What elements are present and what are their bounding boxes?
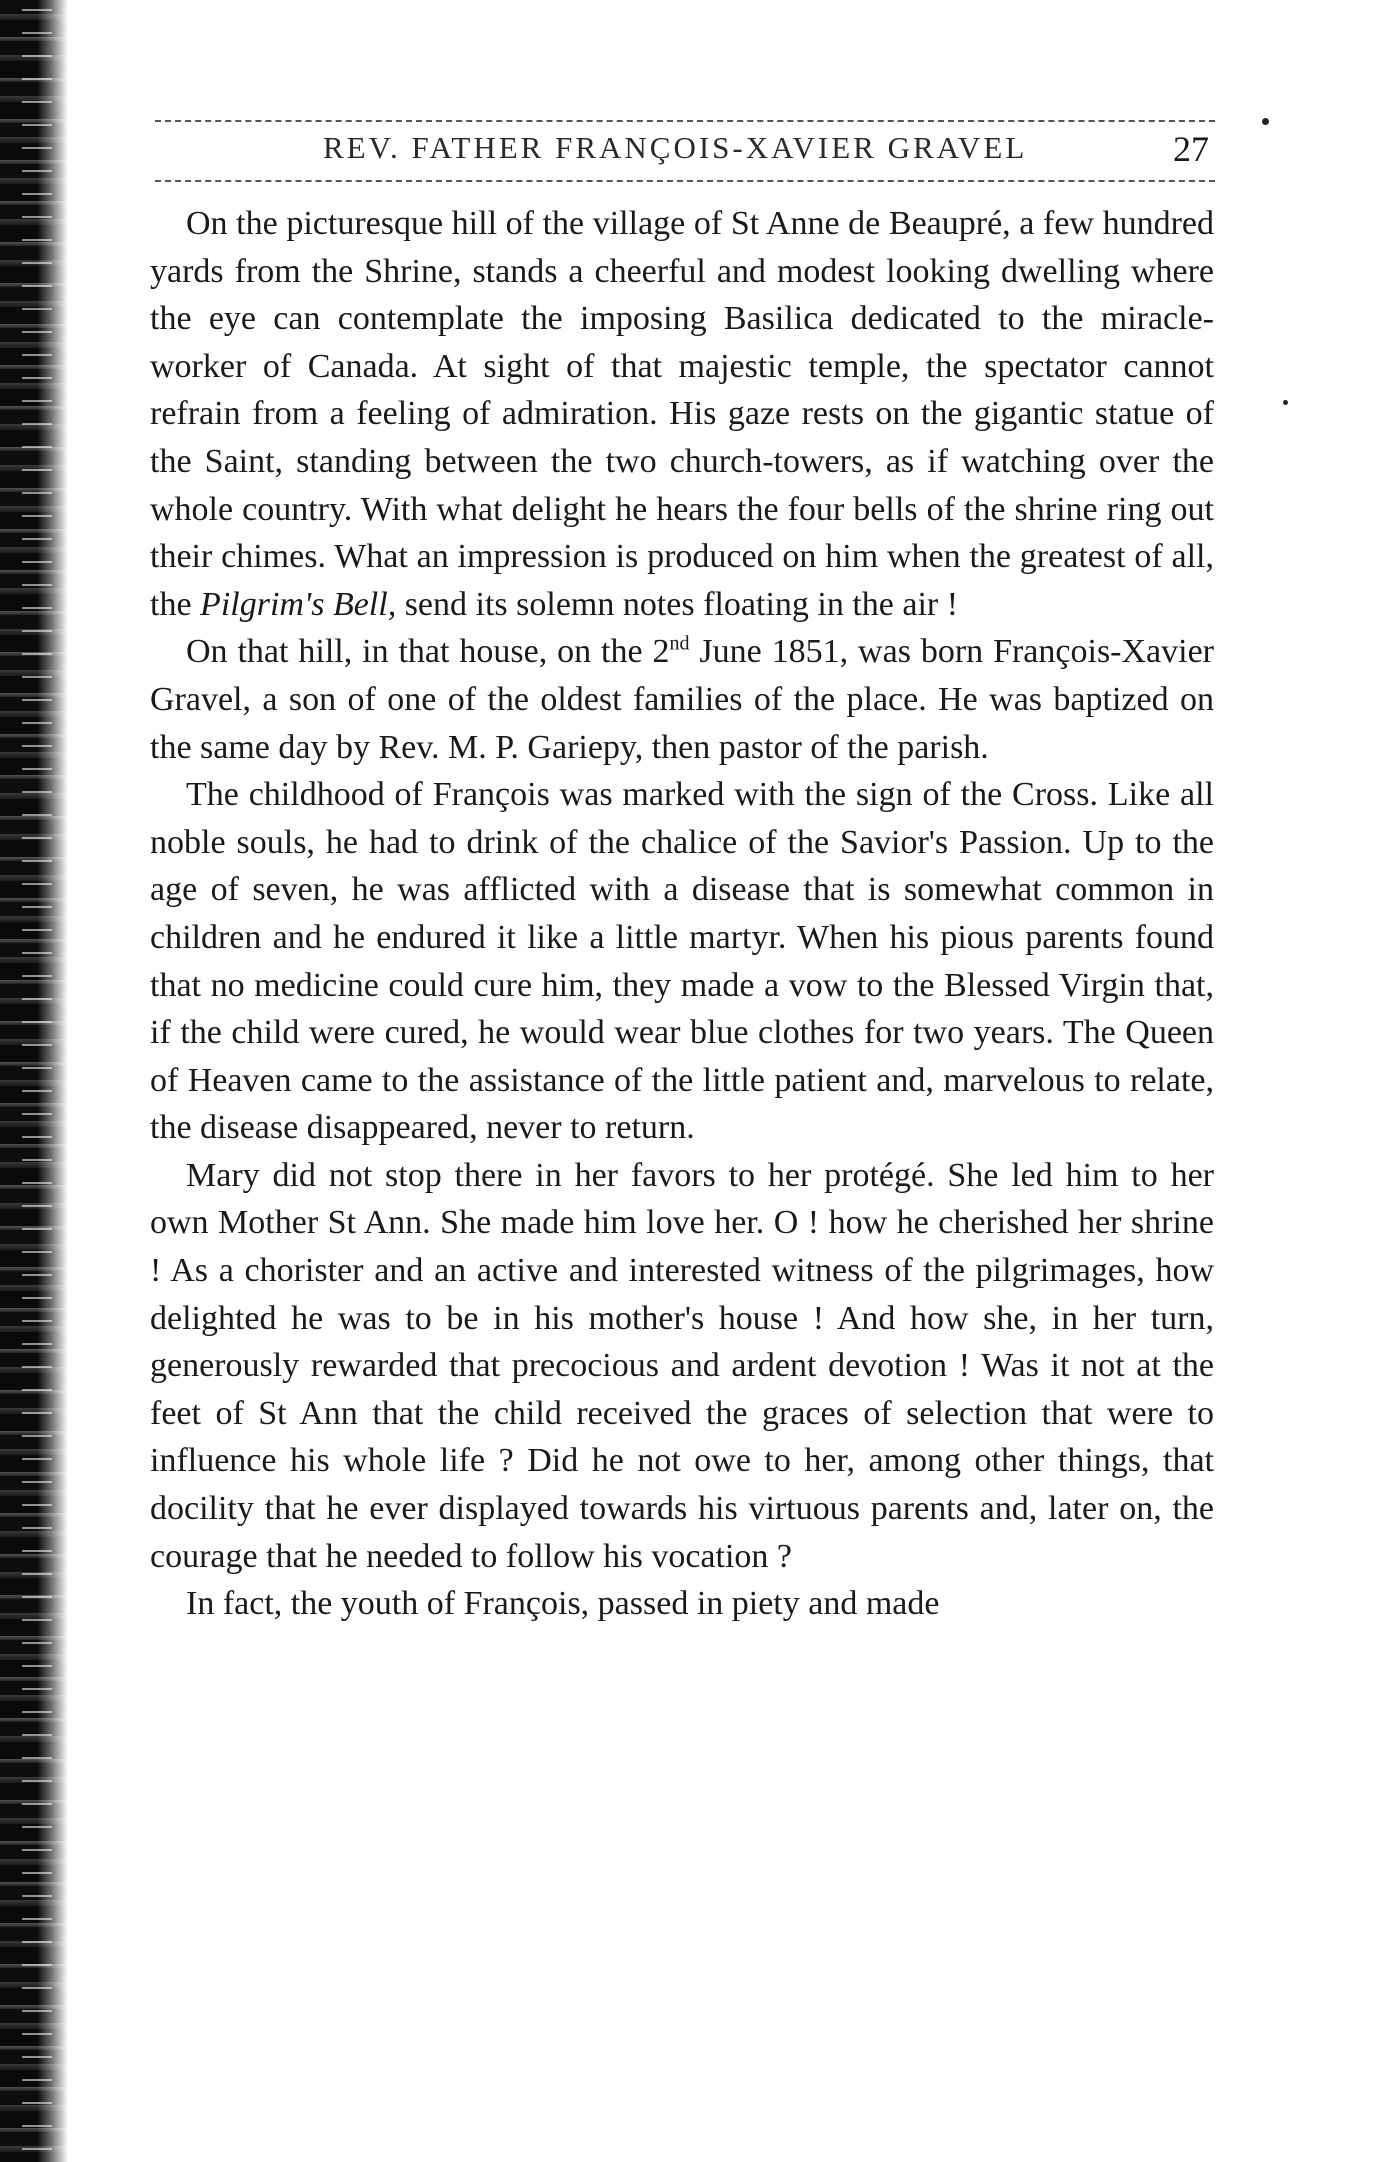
ordinal-superscript: nd (669, 633, 690, 656)
page-number: 27 (1173, 129, 1209, 169)
header-rule-bottom (155, 180, 1215, 182)
page-header (155, 100, 1215, 190)
paragraph-2-text-end: June 1851, was born François-Xavier Gravel, a son of one of the oldest families of the place. He was baptized on the same day by Rev. M. P. Gariepy, then pastor of the parish. (150, 633, 1214, 766)
book-binding-edge (0, 0, 68, 2162)
paragraph-1-text: On the picturesque hill of the village of St Anne de Beaupré, a few hundred yards from the Shrine, stands a cheerful and modest looking dwelling where the eye can contemplate the imposing Basilica dedicated to the miracle-worker of Canada. At sight of that majestic temple, the spectator cannot refrain from a feeling of admiration. His gaze rests on the gigantic statue of the Saint, standing between the two church-towers, as if watching over the whole country. With what delight he hears the four bells of the shrine ring out their chimes. What an impression is produced on him when the greatest of all, the (150, 205, 1214, 623)
paragraph-5: In fact, the youth of François, passed in piety and made (186, 1585, 940, 1623)
paragraph-2 (150, 628, 1214, 771)
ink-speck (1262, 118, 1269, 125)
paragraph-3: The childhood of François was marked with the sign of the Cross. Like all noble souls, he had to drink of the chalice of the Savior's Passion. Up to the age of seven, he was afflicted with a disease that is somewhat common in children and he endured it like a little martyr. When his pious parents found that no medicine could cure him, they made a vow to the Blessed Virgin that, if the child were cured, he would wear blue clothes for two years. The Queen of Heaven came to the assistance of the little patient and, marvelous to relate, the disease disappeared, never to return. (150, 776, 1214, 1147)
paragraph-1-text-end: send its solemn notes floating in the air ! (396, 585, 959, 623)
running-title: REV. FATHER FRANÇOIS-XAVIER GRAVEL (323, 130, 1028, 165)
header-rule-top (155, 120, 1215, 122)
paragraph-2-text: On that hill, in that house, on the 2 (186, 633, 670, 671)
body-text (150, 200, 1214, 1628)
paragraph-1 (150, 200, 1214, 628)
ink-speck (1283, 400, 1288, 405)
paragraph-4: Mary did not stop there in her favors to her protégé. She led him to her own Mother St Ann. She made him love her. O ! how he cherished her shrine ! As a chorister and an active and interested witness of the pilgrimages, how delighted he was to be in his mother's house ! And how she, in her turn, generously rewarded that precocious and ardent devotion ! Was it not at the feet of St Ann that the child received the graces of selection that were to influence his whole life ? Did he not owe to her, among other things, that docility that he ever displayed towards his virtuous parents and, later on, the courage that he needed to follow his vocation ? (150, 1156, 1214, 1575)
pilgrims-bell-italic: Pilgrim's Bell, (200, 585, 397, 623)
